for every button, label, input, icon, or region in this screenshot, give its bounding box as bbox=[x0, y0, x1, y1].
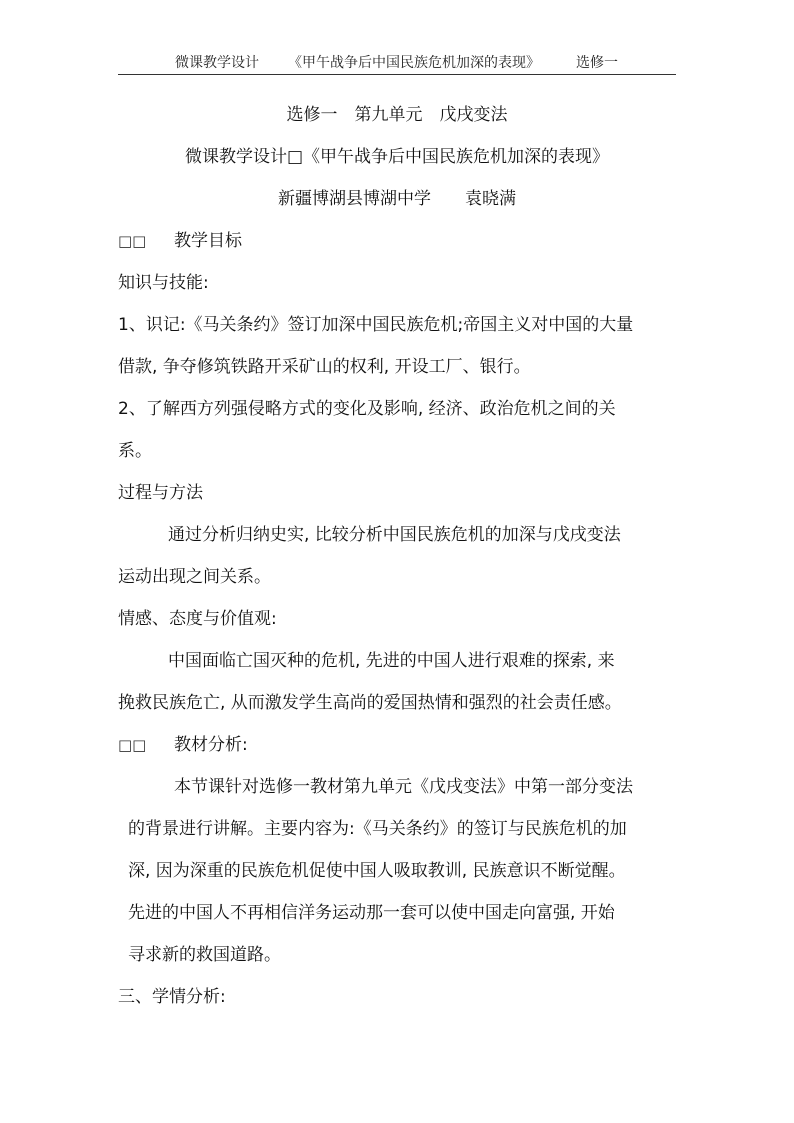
document-body bbox=[118, 94, 676, 1018]
header-right: 选修一 bbox=[576, 55, 618, 71]
knowledge-heading: 知识与技能: bbox=[118, 273, 209, 293]
process-line-2: 运动出现之间关系。 bbox=[118, 567, 271, 587]
title-unit: 选修一 第九单元 戊戌变法 bbox=[286, 105, 508, 125]
title-author: 新疆博湖县博湖中学 袁晓满 bbox=[278, 189, 516, 209]
section-heading: 教材分析: bbox=[174, 735, 248, 755]
header-middle: 《甲午战争后中国民族危机加深的表现》 bbox=[288, 55, 540, 71]
title-lesson: 微课教学设计□《甲午战争后中国民族危机加深的表现》 bbox=[184, 147, 610, 167]
textbook-line-1: 本节课针对选修一教材第九单元《戊戌变法》中第一部分变法 bbox=[174, 777, 633, 797]
textbook-line-3: 深, 因为深重的民族危机促使中国人吸取教训, 民族意识不断觉醒。 bbox=[128, 861, 626, 881]
process-line-1: 通过分析归纳史实, 比较分析中国民族危机的加深与戊戌变法 bbox=[168, 525, 621, 545]
header-left: 微课教学设计 bbox=[175, 55, 259, 71]
textbook-line-2: 的背景进行讲解。主要内容为:《马关条约》的签订与民族危机的加 bbox=[128, 819, 627, 839]
textbook-line-5: 寻求新的救国道路。 bbox=[128, 945, 281, 965]
emotion-heading: 情感、态度与价值观: bbox=[118, 609, 277, 629]
emotion-line-1: 中国面临亡国灭种的危机, 先进的中国人进行艰难的探索, 来 bbox=[168, 651, 615, 671]
emotion-line-2: 挽救民族危亡, 从而激发学生高尚的爱国热情和强烈的社会责任感。 bbox=[118, 693, 622, 713]
knowledge-item-2-line-1: 2、了解西方列强侵略方式的变化及影响, 经济、政治危机之间的关 bbox=[118, 399, 616, 419]
section-teaching-goals bbox=[118, 220, 676, 262]
page-header bbox=[118, 52, 676, 75]
knowledge-item-2-line-2: 系。 bbox=[118, 441, 152, 461]
section-heading: 教学目标 bbox=[174, 231, 242, 251]
section-marker: □□ bbox=[118, 736, 147, 754]
knowledge-item-1-line-2: 借款, 争夺修筑铁路开采矿山的权利, 开设工厂、银行。 bbox=[118, 357, 531, 377]
section-student-analysis: 三、学情分析: bbox=[118, 987, 226, 1007]
textbook-line-4: 先进的中国人不再相信洋务运动那一套可以使中国走向富强, 开始 bbox=[128, 903, 615, 923]
section-marker: □□ bbox=[118, 232, 147, 250]
section-textbook-analysis bbox=[118, 724, 676, 766]
knowledge-item-1-line-1: 1、识记:《马关条约》签订加深中国民族危机;帝国主义对中国的大量 bbox=[118, 315, 634, 335]
process-heading: 过程与方法 bbox=[118, 483, 203, 503]
